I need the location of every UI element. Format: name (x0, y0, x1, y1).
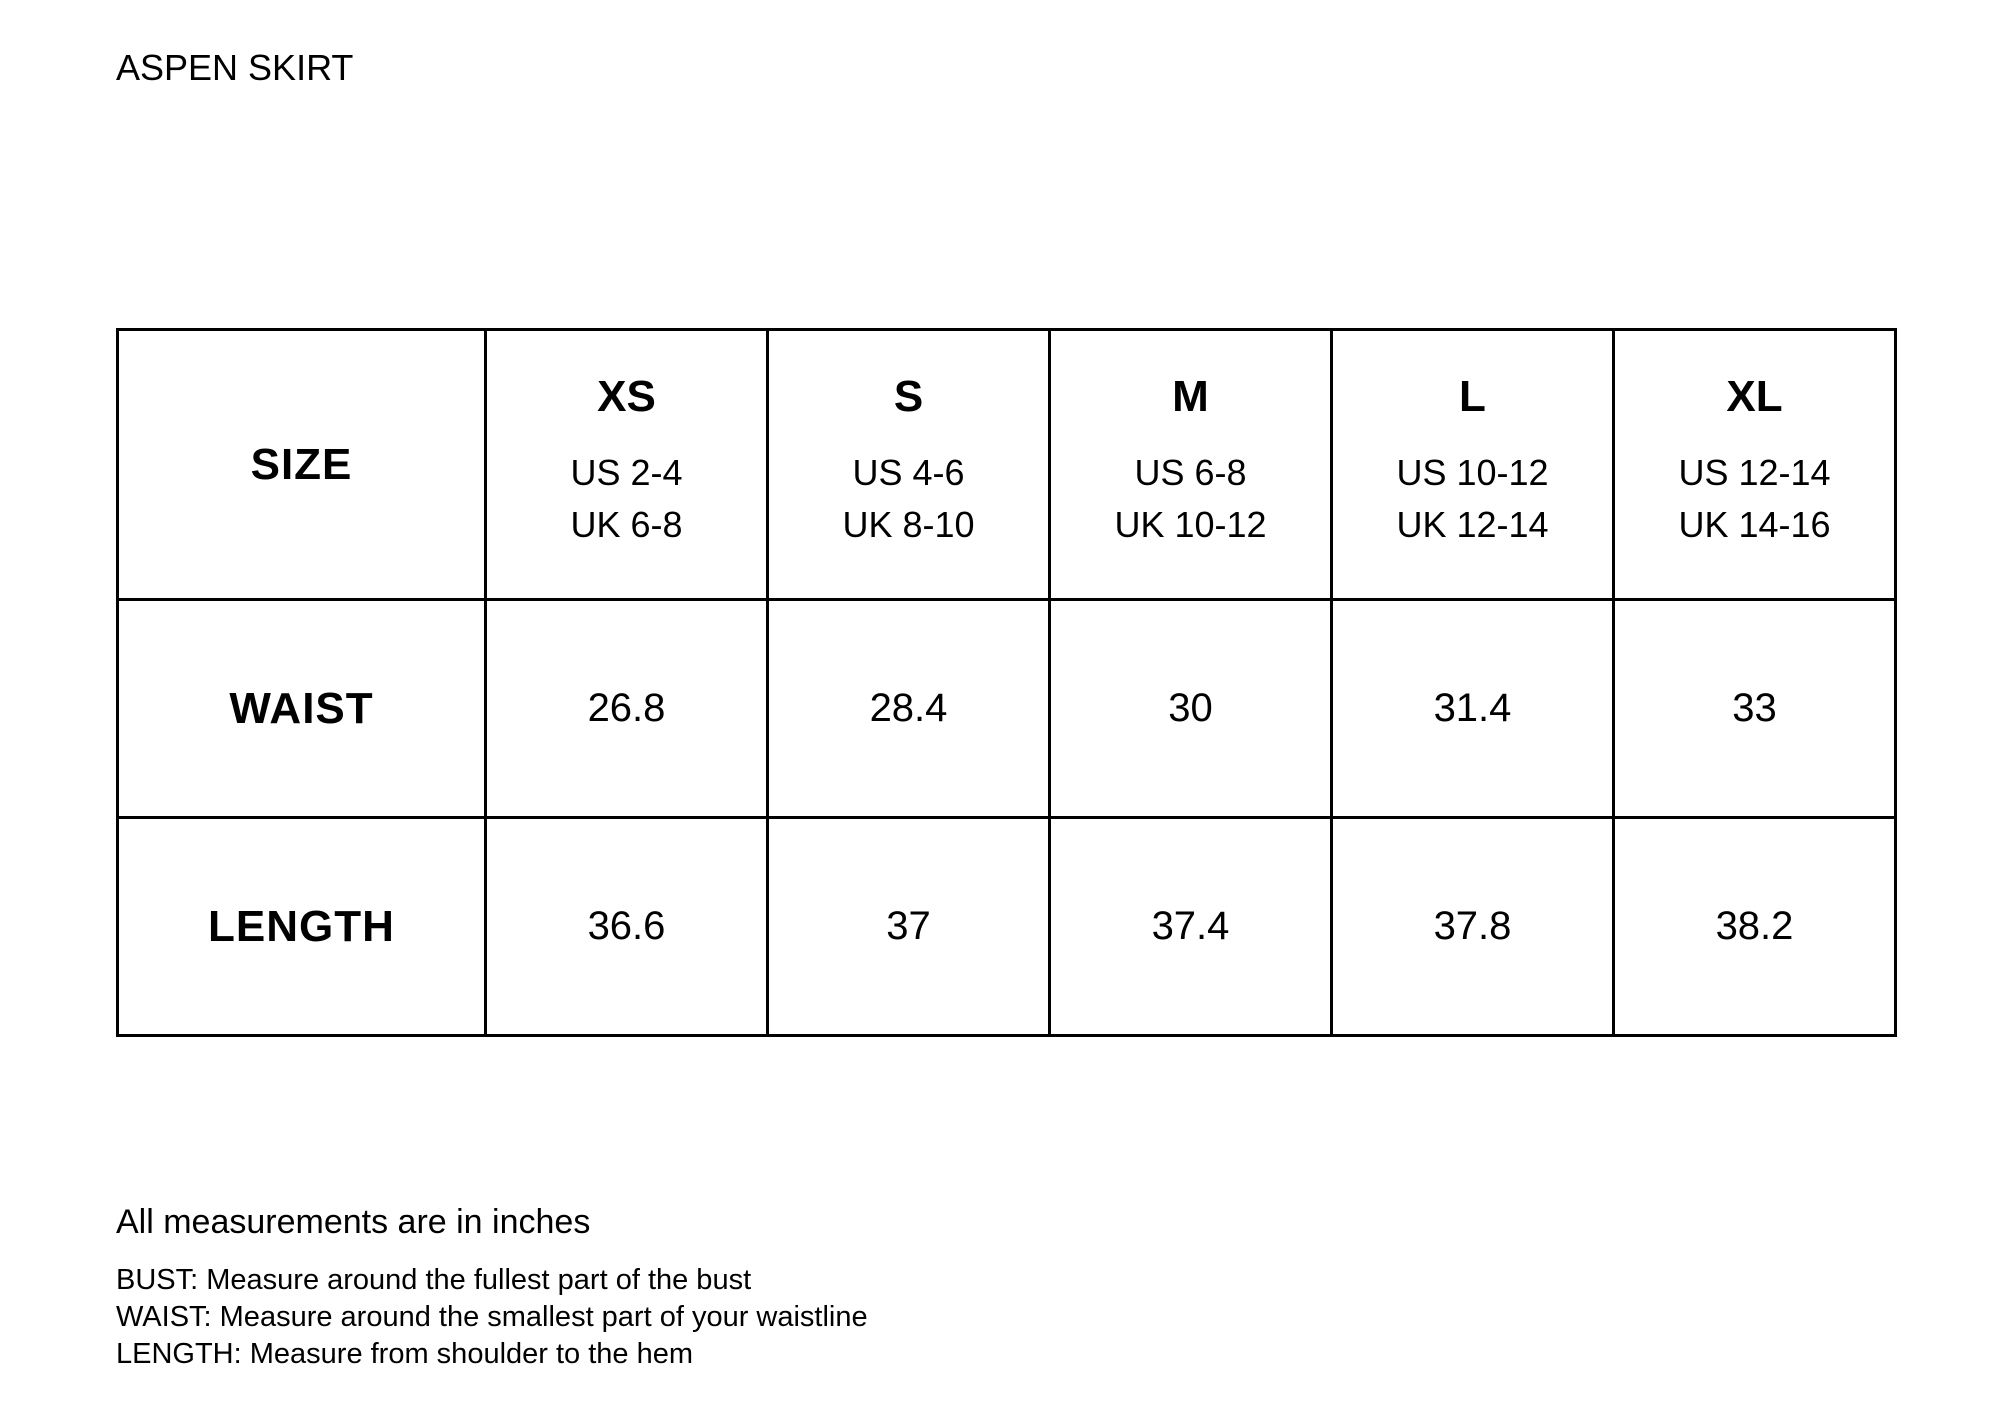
length-value-xl: 38.2 (1614, 818, 1896, 1036)
size-chart-table (116, 328, 1897, 1037)
length-value-s: 37 (768, 818, 1050, 1036)
size-us: US 6-8 (1134, 451, 1247, 493)
size-code: L (1459, 371, 1486, 421)
size-column-m (1050, 330, 1332, 600)
size-column-xs (486, 330, 768, 600)
definition-waist: WAIST: Measure around the smallest part of your waistline (116, 1301, 868, 1333)
length-label: LENGTH (118, 818, 486, 1036)
units-note: All measurements are in inches (116, 1203, 591, 1241)
size-uk: UK 6-8 (570, 503, 683, 545)
size-column-l (1332, 330, 1614, 600)
waist-label: WAIST (118, 600, 486, 818)
measurement-definitions (116, 1262, 868, 1373)
waist-row (118, 600, 1896, 818)
size-code: M (1172, 371, 1209, 421)
size-header-label: SIZE (118, 330, 486, 600)
page-title: ASPEN SKIRT (116, 47, 354, 88)
definition-length: LENGTH: Measure from shoulder to the hem (116, 1338, 694, 1370)
waist-value-m: 30 (1050, 600, 1332, 818)
definition-bust: BUST: Measure around the fullest part of the bust (116, 1264, 752, 1296)
size-uk: UK 10-12 (1114, 503, 1267, 545)
size-us: US 10-12 (1396, 451, 1549, 493)
size-code: XS (597, 371, 656, 421)
waist-value-xs: 26.8 (486, 600, 768, 818)
size-uk: UK 14-16 (1678, 503, 1831, 545)
size-header-row (118, 330, 1896, 600)
size-uk: UK 8-10 (842, 503, 975, 545)
waist-value-s: 28.4 (768, 600, 1050, 818)
length-value-m: 37.4 (1050, 818, 1332, 1036)
size-us: US 4-6 (852, 451, 965, 493)
size-code: S (893, 371, 924, 421)
size-uk: UK 12-14 (1396, 503, 1549, 545)
size-code: XL (1726, 371, 1783, 421)
size-us: US 2-4 (570, 451, 683, 493)
size-column-s (768, 330, 1050, 600)
length-row (118, 818, 1896, 1036)
waist-value-xl: 33 (1614, 600, 1896, 818)
length-value-l: 37.8 (1332, 818, 1614, 1036)
waist-value-l: 31.4 (1332, 600, 1614, 818)
size-column-xl (1614, 330, 1896, 600)
size-us: US 12-14 (1678, 451, 1831, 493)
length-value-xs: 36.6 (486, 818, 768, 1036)
